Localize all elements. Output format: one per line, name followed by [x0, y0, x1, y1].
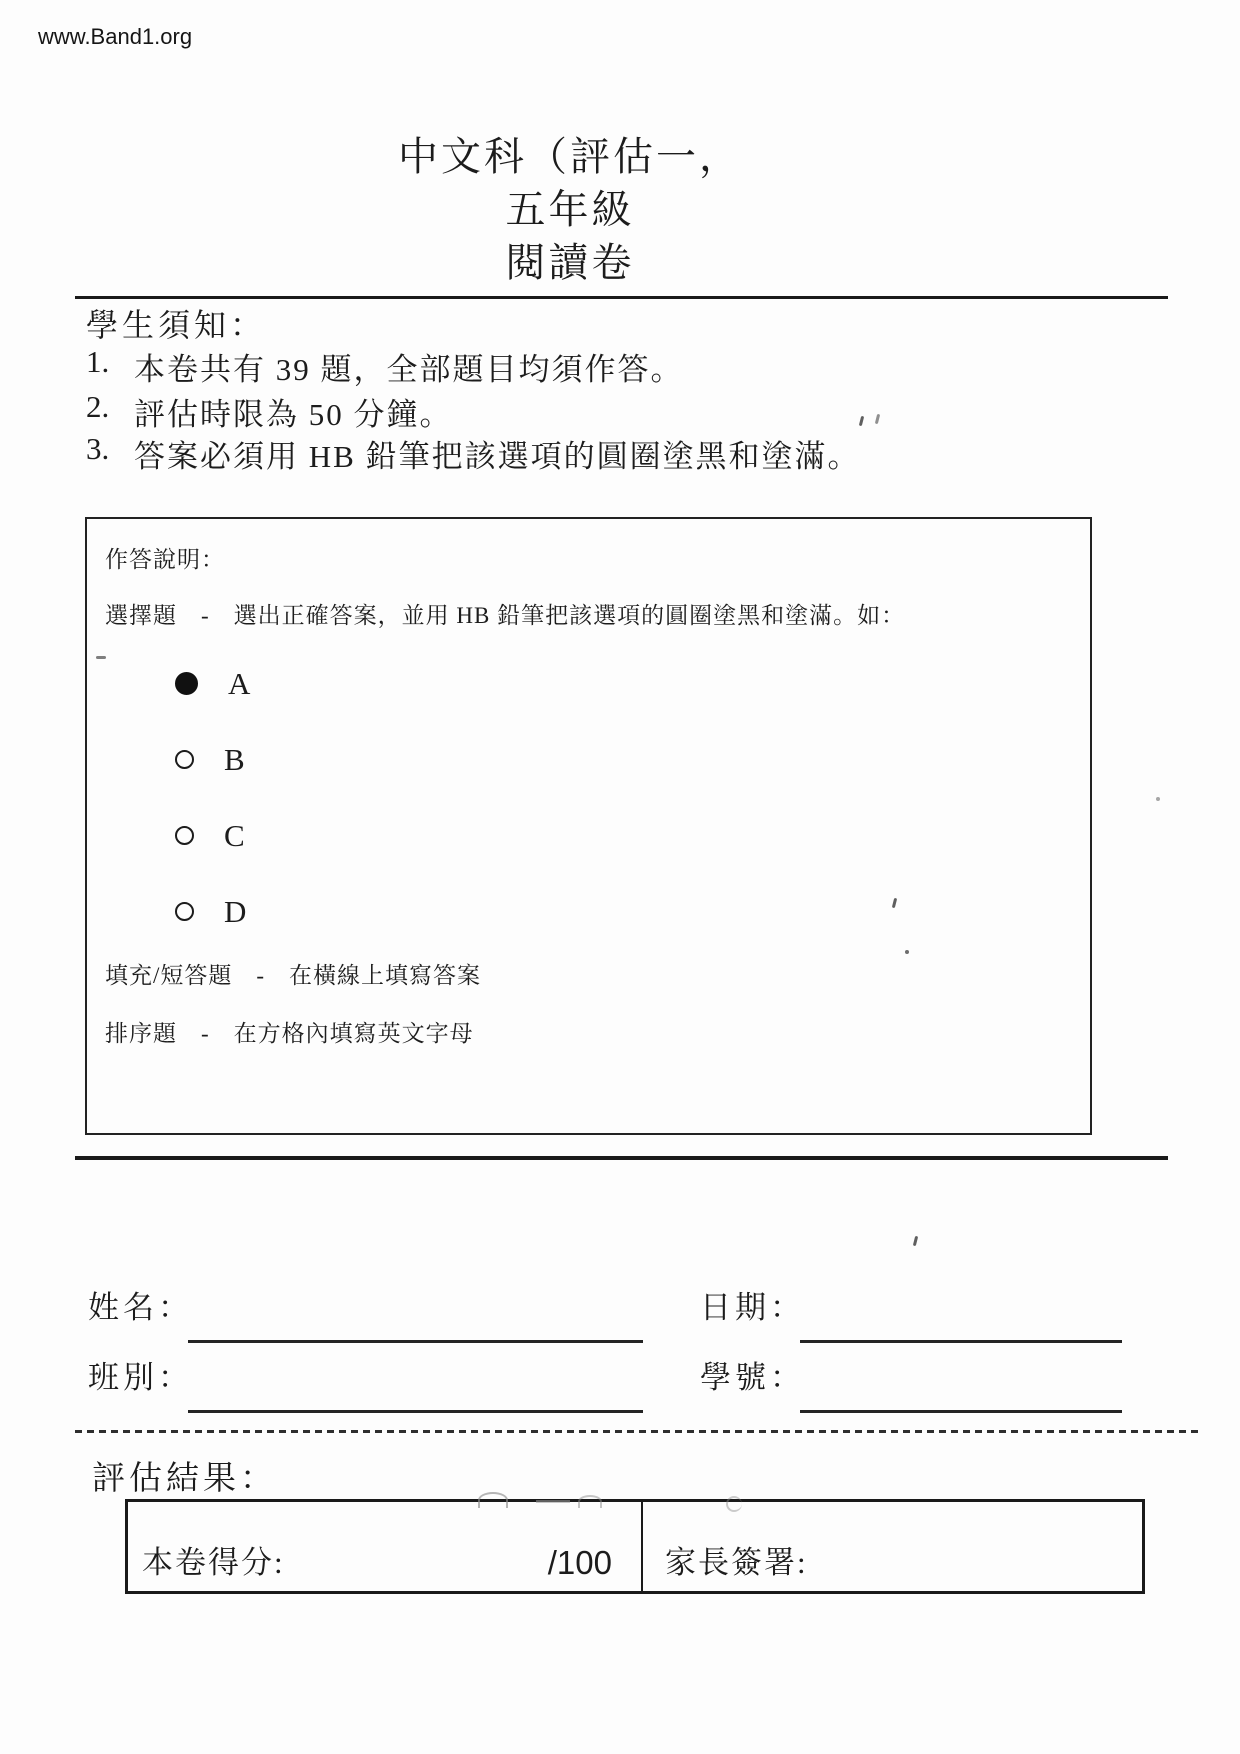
score-label: 本卷得分: [142, 1545, 285, 1580]
option-letter: B [224, 741, 245, 777]
student-number-field-label: 學號： [700, 1360, 805, 1395]
notice-item-number: 3. [86, 431, 110, 466]
scan-artifact [1156, 797, 1160, 801]
option-letter: C [224, 817, 245, 853]
parent-signature-label: 家長簽署: [665, 1545, 808, 1580]
class-field-line [188, 1410, 643, 1413]
name-field-label: 姓名： [88, 1290, 193, 1325]
notice-item-3 [86, 431, 861, 476]
example-option-c [175, 817, 245, 853]
multiple-choice-instruction: 選擇題 - 選出正確答案，並用 HB 鉛筆把該選項的圓圈塗黑和塗滿。如： [105, 603, 906, 628]
scan-artifact [859, 416, 864, 426]
example-option-d [175, 893, 246, 929]
option-bubble-empty-icon [175, 826, 194, 845]
score-total-value: /100 [547, 1544, 612, 1581]
assessment-result-table [125, 1499, 1145, 1594]
notice-item-text: 評估時限為 50 分鐘。 [134, 397, 453, 432]
student-notice-heading: 學生須知： [86, 307, 267, 343]
cut-line-dashed-divider [75, 1430, 1200, 1433]
example-option-b [175, 741, 245, 777]
notice-item-text: 本卷共有 39 題，全部題目均須作答。 [134, 352, 684, 387]
class-field-label: 班別： [88, 1360, 193, 1395]
notice-item-1 [86, 344, 684, 389]
date-field-line [800, 1340, 1122, 1343]
notice-item-number: 2. [86, 389, 110, 424]
fill-in-instruction: 填充/短答題 - 在橫線上填寫答案 [105, 963, 482, 988]
option-bubble-filled-icon [175, 672, 198, 695]
notice-item-2 [86, 389, 453, 434]
site-watermark: www.Band1.org [38, 24, 193, 49]
title-grade: 五年級 [505, 187, 635, 232]
table-column-divider [641, 1502, 643, 1591]
answer-guide-box [85, 517, 1092, 1135]
option-bubble-empty-icon [175, 902, 194, 921]
student-number-field-line [800, 1410, 1122, 1413]
answer-guide-heading: 作答說明： [105, 547, 225, 572]
ordering-instruction: 排序題 - 在方格內填寫英文字母 [105, 1021, 474, 1046]
name-field-line [188, 1340, 643, 1343]
notice-item-text: 答案必須用 HB 鉛筆把該選項的圓圈塗黑和塗滿。 [134, 439, 861, 474]
section-divider-line [75, 1156, 1168, 1160]
header-divider-line [75, 296, 1168, 299]
scan-artifact [875, 414, 880, 424]
assessment-result-heading: 評估結果： [92, 1461, 277, 1497]
notice-item-number: 1. [86, 344, 110, 379]
date-field-label: 日期： [700, 1290, 805, 1325]
paper-title-block [0, 130, 1140, 289]
title-paper-type: 閱讀卷 [505, 240, 635, 285]
option-letter: D [224, 893, 247, 929]
title-subject: 中文科（評估一， [398, 134, 742, 179]
option-bubble-empty-icon [175, 750, 194, 769]
option-letter: A [228, 665, 251, 701]
example-option-a [175, 665, 250, 701]
scan-artifact [913, 1236, 918, 1246]
